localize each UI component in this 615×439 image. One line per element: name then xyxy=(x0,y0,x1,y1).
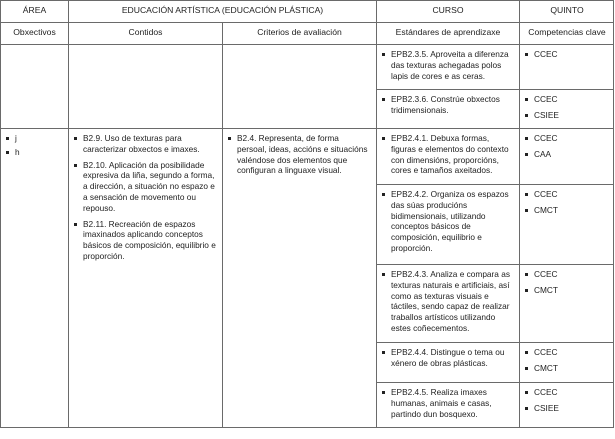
standard-item: EPB2.3.6. Constrúe obxectos tridimensionais. xyxy=(380,94,513,116)
criterion-item: B2.4. Representa, de forma persoal, ideas, accións e situacións valéndose dos elementos que configuran a linguaxe visual. xyxy=(226,133,370,176)
competency-cell xyxy=(519,128,614,184)
standard-item: EPB2.4.5. Realiza imaxes humanas, animais e casas, partindo dun bosquexo. xyxy=(380,387,513,419)
subject-title: EDUCACIÓN ARTÍSTICA (EDUCACIÓN PLÁSTICA) xyxy=(121,5,324,15)
objective-item: h xyxy=(4,147,64,158)
standard-item: EPB2.4.1. Debuxa formas, figuras e elementos do contexto con dimensións, proporcións, cores e tamaños axeitados. xyxy=(380,133,513,176)
objectives-cell xyxy=(0,128,68,428)
competencies-header-text: Competencias clave xyxy=(528,27,606,37)
standards-header-text: Estándares de aprendizaxe xyxy=(395,27,501,37)
standard-item: EPB2.4.3. Analiza e compara as texturas naturais e artificiais, así como as texturas visuais e táctiles, sendo capaz de realizar traballos artísticos utilizando estes coñecementos. xyxy=(380,269,513,334)
competency-cell xyxy=(519,342,614,382)
competency-item: CCEC xyxy=(523,269,610,280)
standard-cell xyxy=(376,44,519,89)
standard-cell xyxy=(376,128,519,184)
standard-cell xyxy=(376,342,519,382)
competency-item: CCEC xyxy=(523,133,610,144)
subject-cell xyxy=(68,0,376,22)
standard-item: EPB2.4.2. Organiza os espazos das súas producións bidimensionais, utilizando conceptos básicos de composición, equilibrio e proporción. xyxy=(380,189,513,254)
area-label-cell xyxy=(0,0,68,22)
contents-cell-empty xyxy=(68,44,222,128)
competency-cell xyxy=(519,184,614,264)
competency-cell xyxy=(519,264,614,342)
competency-item: CMCT xyxy=(523,285,610,296)
competency-item: CCEC xyxy=(523,387,610,398)
competencies-header xyxy=(519,22,614,44)
course-label-cell xyxy=(376,0,519,22)
course-label: CURSO xyxy=(432,5,464,15)
contents-header-text: Contidos xyxy=(128,27,163,37)
course-value: QUINTO xyxy=(550,5,584,15)
criteria-header-text: Criterios de avaliación xyxy=(257,27,342,37)
contents-cell xyxy=(68,128,222,428)
content-item: B2.11. Recreación de espazos imaxinados aplicando conceptos básicos de composición, equilibrio e proporción. xyxy=(72,219,216,262)
objectives-cell-empty xyxy=(0,44,68,128)
competency-item: CMCT xyxy=(523,363,610,374)
competency-item: CCEC xyxy=(523,189,610,200)
competency-item: CAA xyxy=(523,149,610,160)
standard-item: EPB2.4.4. Distingue o tema ou xénero de obras plásticas. xyxy=(380,347,513,369)
competency-item: CCEC xyxy=(523,49,610,60)
competency-cell xyxy=(519,89,614,128)
competency-item: CCEC xyxy=(523,347,610,358)
standard-cell xyxy=(376,184,519,264)
objective-item: j xyxy=(4,133,64,144)
criteria-header xyxy=(222,22,376,44)
competency-item: CSIEE xyxy=(523,403,610,414)
objectives-header xyxy=(0,22,68,44)
content-item: B2.9. Uso de texturas para caracterizar obxectos e imaxes. xyxy=(72,133,216,155)
standard-cell xyxy=(376,264,519,342)
contents-header xyxy=(68,22,222,44)
standards-header xyxy=(376,22,519,44)
criteria-cell-empty xyxy=(222,44,376,128)
competency-item: CMCT xyxy=(523,205,610,216)
content-item: B2.10. Aplicación da posibilidade expresiva da liña, segundo a forma, a dirección, a situación no espazo e a sensación de movemento ou repouso. xyxy=(72,160,216,214)
criteria-cell xyxy=(222,128,376,428)
objectives-header-text: Obxectivos xyxy=(13,27,56,37)
course-value-cell xyxy=(519,0,614,22)
standard-cell xyxy=(376,89,519,128)
standard-item: EPB2.3.5. Aproveita a diferenza das texturas achegadas polos lapis de cores e as ceras. xyxy=(380,49,513,81)
competency-cell xyxy=(519,44,614,89)
standard-cell xyxy=(376,382,519,428)
competency-item: CSIEE xyxy=(523,110,610,121)
competency-item: CCEC xyxy=(523,94,610,105)
competency-cell xyxy=(519,382,614,428)
area-label: ÁREA xyxy=(22,5,47,15)
